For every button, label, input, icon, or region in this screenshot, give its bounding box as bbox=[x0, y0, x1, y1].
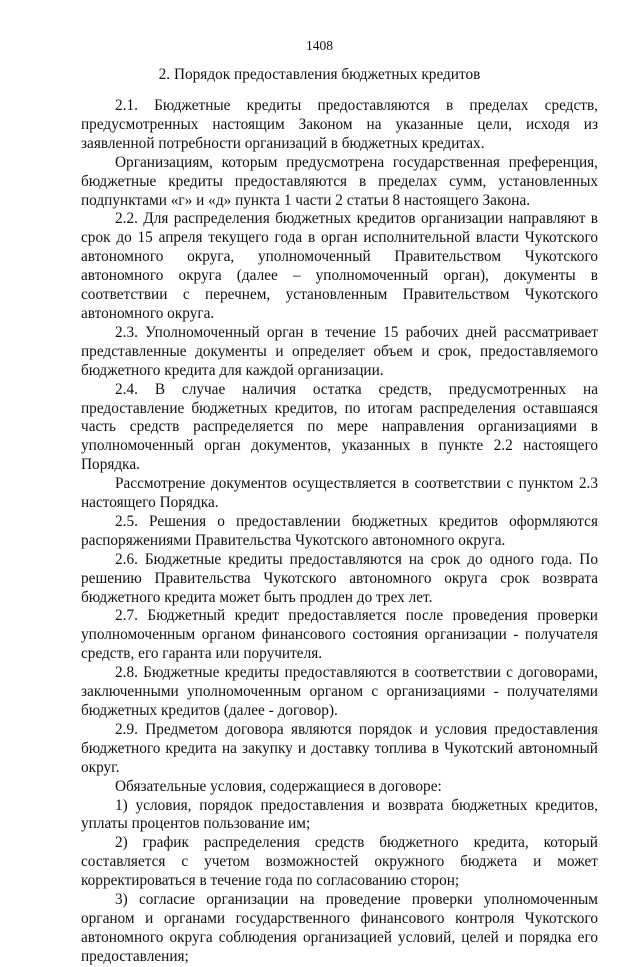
list-item-1: 1) условия, порядок предоставления и возврата бюджетных кредитов, уплаты процентов пользование им; bbox=[81, 796, 598, 833]
paragraph-2-7: 2.7. Бюджетный кредит предоставляется после проведения проверки уполномоченным органом финансового состояния организации - получателя средств, его гаранта или поручителя. bbox=[81, 607, 598, 663]
list-item-2: 2) график распределения средств бюджетного кредита, который составляется с учетом возможностей окружного бюджета и может корректироваться в течение года по согласованию сторон; bbox=[81, 834, 598, 890]
paragraph-2-5: 2.5. Решения о предоставлении бюджетных кредитов оформляются распоряжениями Правительства Чукотского автономного округа. bbox=[81, 512, 598, 549]
paragraph-2-2: 2.2. Для распределения бюджетных кредитов организации направляют в срок до 15 апреля текущего года в орган исполнительной власти Чукотского автономного округа, уполномоченный Правительством Чукотского автономного округа (далее – уполномоченный орган), документы в соответствии с перечнем, установленным Правительством Чукотского автономного округа. bbox=[81, 210, 598, 322]
paragraph-review: Рассмотрение документов осуществляется в соответствии с пунктом 2.3 настоящего Порядка. bbox=[81, 475, 598, 512]
paragraph-preference: Организациям, которым предусмотрена государственная преференция, бюджетные кредиты предоставляются в пределах сумм, установленных подпунктами «г» и «д» пункта 1 части 2 статьи 8 настоящего Закона. bbox=[81, 153, 598, 209]
paragraph-conditions-intro: Обязательные условия, содержащиеся в договоре: bbox=[115, 777, 442, 795]
page-number: 1408 bbox=[306, 38, 333, 53]
section-title: 2. Порядок предоставления бюджетных кредитов bbox=[158, 66, 481, 83]
list-item-3: 3) согласие организации на проведение проверки уполномоченным органом и органами государственного финансового контроля Чукотского автономного округа соблюдения организацией условий, целей и порядка его предоставления; bbox=[81, 891, 598, 965]
paragraph-2-8: 2.8. Бюджетные кредиты предоставляются в соответствии с договорами, заключенными уполномоченным органом с организациями - получателями бюджетных кредитов (далее - договор). bbox=[81, 664, 598, 719]
paragraph-2-1: 2.1. Бюджетные кредиты предоставляются в пределах средств, предусмотренных настоящим Законом на указанные цели, исходя из заявленной потребности организаций в бюджетных кредитах. bbox=[81, 97, 598, 152]
paragraph-2-4: 2.4. В случае наличия остатка средств, предусмотренных на предоставление бюджетных кредитов, по итогам распределения оставшаяся часть средств распределяется по мере направления организациями в уполномоченный орган документов, указанных в пункте 2.2 настоящего Порядка. bbox=[81, 380, 598, 474]
paragraph-2-9: 2.9. Предметом договора являются порядок и условия предоставления бюджетного кредита на закупку и доставку топлива в Чукотский автономный округ. bbox=[81, 720, 598, 776]
paragraph-2-6: 2.6. Бюджетные кредиты предоставляются на срок до одного года. По решению Правительства Чукотского автономного округа срок возврата бюджетного кредита может быть продлен до трех лет. bbox=[81, 550, 598, 606]
paragraph-2-3: 2.3. Уполномоченный орган в течение 15 рабочих дней рассматривает представленные документы и определяет объем и срок, предоставляемого бюджетного кредита для каждой организации. bbox=[81, 323, 598, 379]
document-body bbox=[81, 97, 598, 967]
